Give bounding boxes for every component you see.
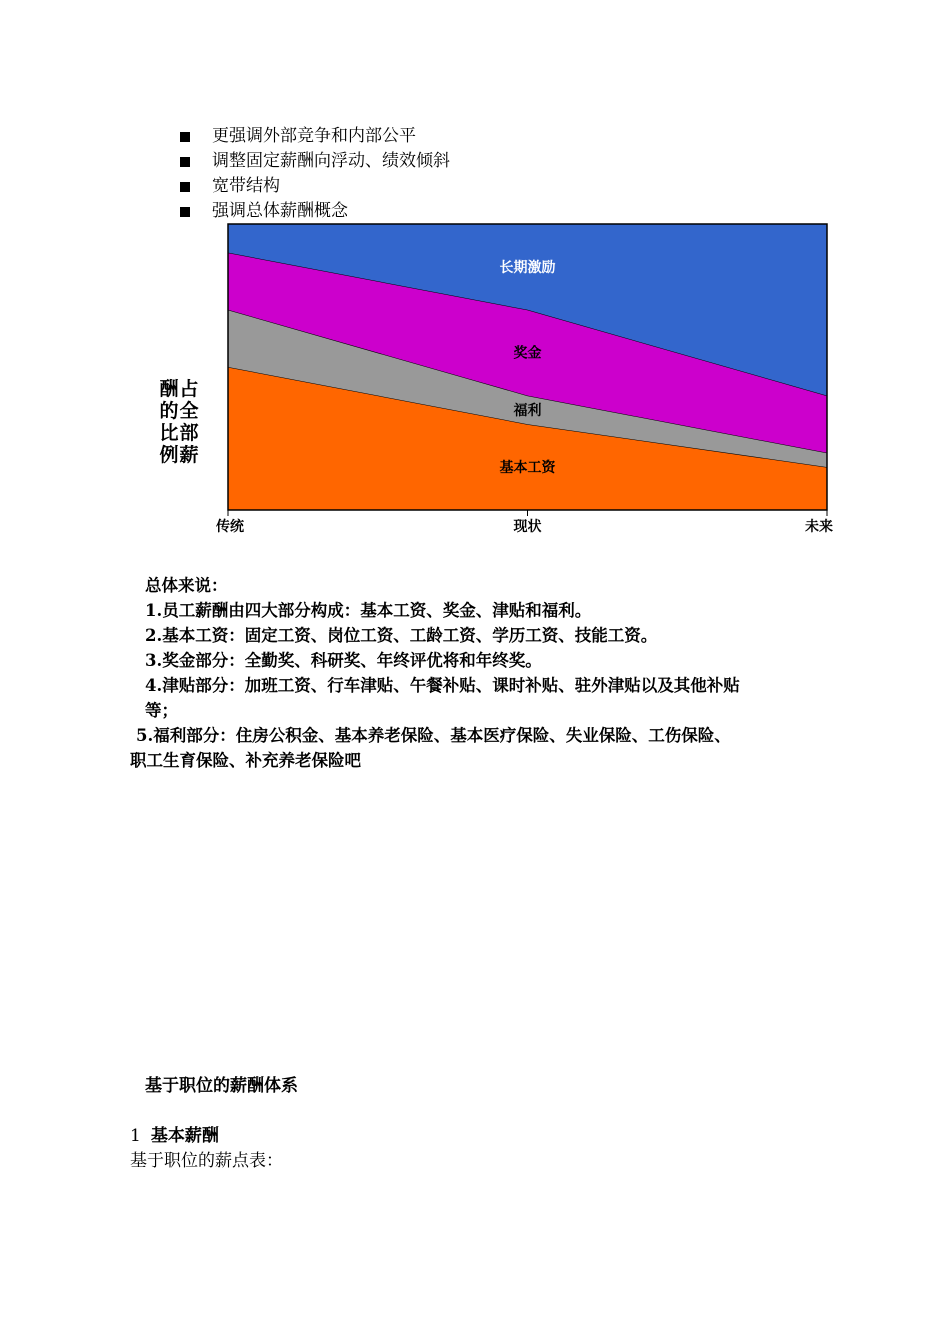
square-bullet-icon [180, 132, 190, 142]
bullet-item: 更强调外部竞争和内部公平 [180, 124, 450, 149]
x-tick-label: 传统 [216, 519, 244, 535]
series-label: 基本工资 [499, 460, 556, 477]
chart-svg [155, 220, 855, 550]
y-axis-label-char: 例 [159, 444, 179, 466]
square-bullet-icon [180, 207, 190, 217]
summary-line: 2.基本工资：固定工资、岗位工资、工龄工资、学历工资、技能工资。 [145, 626, 658, 645]
subsection-number: 1 [130, 1126, 141, 1146]
bullet-item: 宽带结构 [180, 174, 450, 199]
bullet-list [180, 124, 450, 224]
y-axis-label-char: 全 [179, 400, 199, 422]
summary-intro: 总体来说： [145, 576, 228, 595]
summary-line: 等； [145, 701, 178, 720]
subsection-text: 基于职位的薪点表： [130, 1151, 283, 1171]
section-title: 基于职位的薪酬体系 [145, 1076, 298, 1096]
summary-line: 职工生育保险、补充养老保险吧 [130, 751, 361, 770]
y-axis-label-char: 比 [159, 422, 179, 444]
subsection-title [130, 1121, 219, 1146]
subsection-title-text: 基本薪酬 [150, 1126, 219, 1146]
y-axis-label-char: 占 [179, 378, 199, 400]
summary-line: 5.福利部分：住房公积金、基本养老保险、基本医疗保险、失业保险、工伤保险、 [136, 726, 731, 745]
square-bullet-icon [180, 182, 190, 192]
y-axis-label-char: 酬 [159, 378, 179, 400]
y-axis-label-char: 薪 [179, 444, 199, 466]
series-label: 长期激励 [499, 259, 556, 276]
series-label: 奖金 [513, 345, 542, 362]
summary-line: 3.奖金部分：全勤奖、科研奖、年终评优将和年终奖。 [145, 651, 542, 670]
y-axis-label-char: 的 [159, 400, 179, 422]
series-label: 福利 [513, 402, 542, 419]
compensation-area-chart [155, 220, 855, 550]
x-tick-label: 未来 [805, 519, 833, 535]
bullet-item: 调整固定薪酬向浮动、绩效倾斜 [180, 149, 450, 174]
bullet-item: 强调总体薪酬概念 [180, 199, 450, 224]
y-axis-label-char: 部 [179, 422, 199, 444]
square-bullet-icon [180, 157, 190, 167]
summary-line: 4.津贴部分：加班工资、行车津贴、午餐补贴、课时补贴、驻外津贴以及其他补贴 [145, 676, 740, 695]
summary-block [130, 573, 830, 773]
x-tick-label: 现状 [513, 519, 542, 535]
summary-line: 1.员工薪酬由四大部分构成：基本工资、奖金、津贴和福利。 [145, 601, 592, 620]
